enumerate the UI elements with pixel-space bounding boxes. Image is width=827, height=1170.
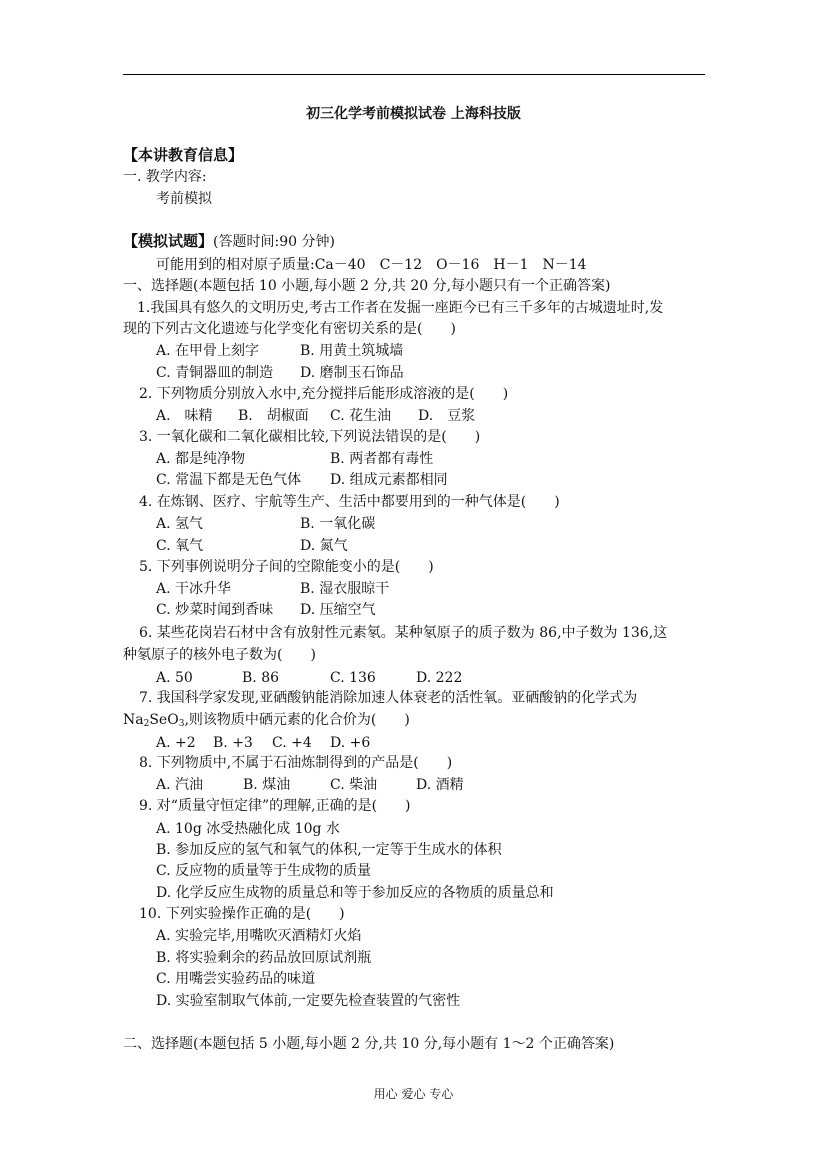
- q5-option-a: A. 干冰升华: [156, 581, 232, 597]
- q7-stem-line1: 7. 我国科学家发现,亚硒酸钠能消除加速人体衰老的活性氧。亚硒酸钠的化学式为: [139, 690, 638, 706]
- q7-stem-rest: ,则该物质中硒元素的化合价为( ): [184, 712, 410, 728]
- q6-stem-line1: 6. 某些花岗岩石材中含有放射性元素氡。某种氡原子的质子数为 86,中子数为 136,这: [139, 625, 668, 641]
- q10-option-c: C. 用嘴尝实验药品的味道: [156, 971, 316, 987]
- q7-option-b: B. +3: [213, 735, 253, 751]
- q9-option-d: D. 化学反应生成物的质量总和等于参加反应的各物质的质量总和: [156, 885, 554, 901]
- q10-option-d: D. 实验室制取气体前,一定要先检查装置的气密性: [156, 993, 461, 1009]
- q3-stem: 3. 一氧化碳和二氧化碳相比较,下列说法错误的是( ): [139, 429, 481, 445]
- q7-formula-na: Na: [123, 712, 144, 728]
- q7-formula-sub2: 3: [178, 719, 185, 729]
- q2-option-d: D. 豆浆: [418, 408, 476, 424]
- q6-stem-line2: 种氡原子的核外电子数为( ): [123, 647, 316, 663]
- q4-option-b: B. 一氧化碳: [300, 516, 376, 532]
- q1-stem-line1: 1.我国具有悠久的文明历史,考古工作者在发掘一座距今已有三千多年的古城遗址时,发: [137, 300, 664, 316]
- q5-option-b: B. 湿衣服晾干: [300, 581, 390, 597]
- q5-option-c: C. 炒菜时闻到香味: [156, 602, 274, 618]
- q2-stem: 2. 下列物质分别放入水中,充分搅拌后能形成溶液的是( ): [139, 386, 509, 402]
- q6-option-a: A. 50: [156, 670, 193, 686]
- q10-stem: 10. 下列实验操作正确的是( ): [139, 906, 345, 922]
- q8-option-d: D. 酒精: [416, 777, 464, 793]
- page-footer: 用心 爱心 专心: [373, 1087, 454, 1101]
- q7-formula-seo: SeO: [149, 712, 179, 728]
- q9-option-b: B. 参加反应的氢气和氧气的体积,一定等于生成水的体积: [156, 842, 502, 858]
- q7-formula-sub1: 2: [143, 719, 150, 729]
- q7-option-c: C. +4: [272, 735, 312, 751]
- exam-time: (答题时间:90 分钟): [213, 234, 335, 250]
- q3-option-b: B. 两者都有毒性: [330, 451, 434, 467]
- q7-stem-line2: [123, 711, 410, 733]
- q9-stem: 9. 对“质量守恒定律”的理解,正确的是( ): [139, 798, 411, 814]
- exam-heading-row: [123, 232, 335, 251]
- q9-option-c: C. 反应物的质量等于生成物的质量: [156, 863, 372, 879]
- q2-option-c: C. 花生油: [330, 408, 392, 424]
- page-title: 初三化学考前模拟试卷 上海科技版: [306, 106, 521, 122]
- teaching-content-value: 考前模拟: [156, 191, 212, 207]
- q1-option-a: A. 在甲骨上刻字: [156, 343, 260, 359]
- q7-option-d: D. +6: [330, 735, 371, 751]
- q5-option-d: D. 压缩空气: [300, 602, 376, 618]
- q1-stem-line2: 现的下列古文化遗迹与化学变化有密切关系的是( ): [123, 321, 456, 337]
- section1-intro: 一、选择题(本题包括 10 小题,每小题 2 分,共 20 分,每小题只有一个正确答案): [123, 278, 611, 294]
- q6-option-c: C. 136: [330, 670, 376, 686]
- q4-stem: 4. 在炼钢、医疗、宇航等生产、生活中都要用到的一种气体是( ): [139, 494, 560, 510]
- q1-option-c: C. 青铜器皿的制造: [156, 365, 274, 381]
- exam-heading: 【模拟试题】: [123, 232, 214, 250]
- q4-option-d: D. 氮气: [300, 538, 348, 554]
- q8-option-a: A. 汽油: [156, 777, 204, 793]
- q2-option-a: A. 味精: [156, 408, 213, 424]
- q3-option-c: C. 常温下都是无色气体: [156, 472, 302, 488]
- q1-option-b: B. 用黄土筑城墙: [300, 343, 404, 359]
- q6-option-d: D. 222: [416, 670, 463, 686]
- header-rule: [123, 74, 705, 75]
- q3-option-d: D. 组成元素都相同: [330, 472, 448, 488]
- q4-option-a: A. 氢气: [156, 516, 204, 532]
- q5-stem: 5. 下列事例说明分子间的空隙能变小的是( ): [139, 559, 434, 575]
- info-heading: 【本讲教育信息】: [123, 146, 244, 164]
- q8-stem: 8. 下列物质中,不属于石油炼制得到的产品是( ): [139, 755, 453, 771]
- q10-option-a: A. 实验完毕,用嘴吹灭酒精灯火焰: [156, 928, 362, 944]
- q10-option-b: B. 将实验剩余的药品放回原试剂瓶: [156, 950, 372, 966]
- teaching-content-label: 一. 教学内容:: [123, 169, 207, 185]
- q4-option-c: C. 氧气: [156, 538, 204, 554]
- q7-option-a: A. +2: [156, 735, 196, 751]
- q8-option-c: C. 柴油: [330, 777, 378, 793]
- atomic-masses: 可能用到的相对原子质量:Ca－40 C－12 O－16 H－1 N－14: [156, 257, 587, 273]
- q6-option-b: B. 86: [242, 670, 280, 686]
- q3-option-a: A. 都是纯净物: [156, 451, 246, 467]
- q2-option-b: B. 胡椒面: [238, 408, 309, 424]
- q9-option-a: A. 10g 冰受热融化成 10g 水: [156, 821, 340, 837]
- section2-intro: 二、选择题(本题包括 5 小题,每小题 2 分,共 10 分,每小题有 1～2 个正确答案): [123, 1036, 615, 1052]
- q1-option-d: D. 磨制玉石饰品: [300, 365, 404, 381]
- q8-option-b: B. 煤油: [243, 777, 291, 793]
